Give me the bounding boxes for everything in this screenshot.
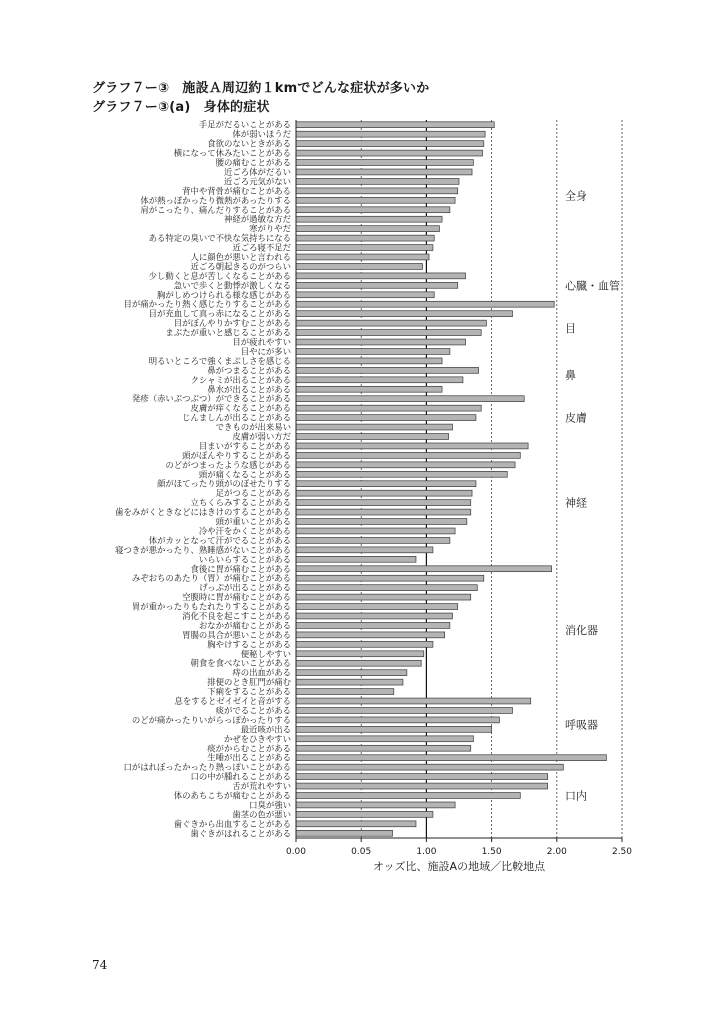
x-axis-label: オッズ比、施設Aの地域／比較地点 [372, 860, 546, 873]
bar [296, 122, 494, 128]
bar [296, 207, 450, 213]
bar [296, 273, 466, 279]
bar [296, 311, 512, 317]
category-label: 頭が痛くなることがある [198, 469, 291, 480]
category-label: 神経が過敏な方だ [224, 214, 291, 225]
chart-subtitle: グラフ７ー③(a) 身体的症状 [92, 100, 270, 115]
bar [296, 613, 452, 619]
bar [296, 235, 434, 241]
bar [296, 481, 476, 487]
bar [296, 349, 450, 355]
bar [296, 575, 484, 581]
category-label: 胃腸の具合が悪いことがある [182, 629, 291, 640]
group-label: 口内 [565, 789, 587, 803]
bar [296, 320, 486, 326]
bar [296, 141, 484, 147]
chart-title: グラフ７ー③ 施設Ａ周辺約１kmでどんな症状が多いか [92, 81, 430, 96]
category-label: 目が充血して真っ赤になることがある [148, 308, 291, 319]
category-label: 食欲のないときがある [207, 138, 291, 149]
category-label: 頭が重いことがある [215, 516, 291, 527]
category-label: 最近咳が出る [240, 724, 291, 735]
bar [296, 604, 458, 610]
category-label: 急いで歩くと動悸が激しくなる [173, 280, 291, 291]
category-label: 歯をみがくときなどにはきけのすることがある [115, 507, 291, 518]
x-tick-label: 1.50 [481, 847, 502, 857]
category-label: 痰がからむことがある [207, 743, 291, 754]
category-label: 寝つきが悪かったり、熟睡感がないことがある [115, 544, 291, 555]
category-label: 背中や背骨が痛むことがある [182, 185, 291, 196]
bar [296, 623, 450, 629]
category-label: 口臭が強い [249, 799, 291, 810]
category-label: まぶたが重いと感じることがある [165, 327, 291, 338]
bar [296, 764, 563, 770]
bar [296, 226, 439, 232]
bar [296, 594, 471, 600]
category-label: ある特定の臭いで不快な気持ちになる [148, 233, 291, 244]
bar [296, 150, 482, 156]
bar [296, 471, 507, 477]
category-label: 人に顔色が悪いと言われる [190, 251, 291, 262]
category-label: みぞおちのあたり（胃）が痛むことがある [131, 573, 291, 584]
bar [296, 689, 394, 695]
bar [296, 424, 452, 430]
group-label: 鼻 [565, 369, 576, 383]
x-tick-label: 0.00 [285, 847, 307, 857]
category-label: 胸やけすることがある [207, 639, 291, 650]
category-label: 痔の出血がある [232, 667, 291, 678]
category-label: じんましんが出ることがある [182, 412, 291, 423]
category-label: いらいらすることがある [198, 554, 291, 565]
bar [296, 131, 485, 137]
category-label: 鼻水が出ることがある [207, 384, 291, 395]
group-label: 皮膚 [565, 411, 587, 425]
bar [296, 736, 473, 742]
category-label: 痰がでることがある [215, 705, 291, 716]
bar [296, 358, 442, 364]
category-label: 胸がしめつけられる様な感じがある [157, 289, 291, 300]
bar [296, 509, 471, 515]
group-label: 心臓・血管 [565, 279, 620, 293]
group-label: 目 [565, 321, 576, 335]
category-label: 体がカッとなって汗がでることがある [148, 535, 291, 546]
bar [296, 377, 463, 383]
category-labels-layer [115, 120, 291, 839]
category-label: 発疹（赤いぶつぶつ）ができることがある [131, 393, 291, 404]
bar [296, 755, 606, 761]
bar [296, 500, 471, 506]
bar [296, 367, 479, 373]
category-label: 横になって休みたいことがある [173, 148, 291, 159]
category-label: 体が弱いほうだ [232, 129, 291, 140]
bar [296, 811, 433, 817]
category-label: 皮膚が弱い方だ [232, 431, 291, 442]
category-label: 目が痛かったり熱く感じたりすることがある [123, 299, 291, 310]
bar [296, 519, 467, 525]
bar [296, 443, 528, 449]
bar [296, 651, 424, 657]
category-label: 目まいがすることがある [198, 440, 291, 451]
group-label: 神経 [565, 496, 587, 510]
category-label: 明るいところで強くまぶしさを感じる [148, 355, 291, 366]
bar [296, 821, 416, 827]
bar [296, 292, 434, 298]
category-label: 冷や汗をかくことがある [198, 525, 291, 536]
bar [296, 245, 433, 251]
bar [296, 660, 421, 666]
bar [296, 679, 403, 685]
category-label: 手足がだるいことがある [198, 119, 291, 130]
bar [296, 585, 477, 591]
category-label: 足がつることがある [215, 488, 291, 499]
bar [296, 264, 422, 270]
category-label: クシャミが出ることがある [190, 374, 291, 385]
bar [296, 188, 458, 194]
bar [296, 434, 449, 440]
bar [296, 717, 499, 723]
bar [296, 396, 524, 402]
category-label: 近ごろ元気がない [224, 176, 291, 187]
category-label: 歯ぐきがはれることがある [190, 828, 291, 839]
bar [296, 339, 466, 345]
bar [296, 415, 476, 421]
category-label: 生唾が出ることがある [207, 752, 291, 763]
category-label: 肩がこったり、痛んだりすることがある [140, 204, 291, 215]
bar [296, 386, 442, 392]
bar [296, 528, 455, 534]
bar [296, 452, 520, 458]
category-label: かぜをひきやすい [224, 733, 291, 744]
bar [296, 698, 531, 704]
category-label: 体が熱っぽかったり微熱があったりする [140, 195, 291, 206]
category-label: できものが出来易い [215, 422, 291, 433]
bar [296, 802, 455, 808]
category-label: 少し動くと息が苦しくなることがある [148, 270, 291, 281]
category-label: 朝食を食べないことがある [190, 658, 291, 669]
x-tick-label: 2.50 [611, 847, 633, 857]
bar [296, 160, 473, 166]
category-label: 頭がぼんやりすることがある [182, 450, 291, 461]
category-label: のどがつまったような感じがある [165, 459, 291, 470]
bar [296, 197, 455, 203]
category-label: 消化不良を起こすことがある [182, 610, 291, 621]
bar [296, 547, 433, 553]
category-label: 便秘しやすい [240, 648, 291, 659]
category-label: げっぷが出ることがある [199, 582, 291, 593]
bar [296, 745, 471, 751]
category-label: 体のあちこちが痛むことがある [173, 790, 291, 801]
x-tick-label: 2.00 [546, 847, 567, 857]
category-label: 目が疲れやすい [232, 337, 291, 348]
bar [296, 793, 520, 799]
category-label: 近ごろ寝不足だ [232, 242, 291, 253]
category-label: 胃が重かったりもたれたりすることがある [131, 601, 291, 612]
category-label: 寒がりやだ [249, 223, 291, 234]
category-label: 歯ぐきから出血することがある [173, 818, 291, 829]
category-label: 顔がほてったり頭がのぼせたりする [157, 478, 291, 489]
bar [296, 330, 481, 336]
category-label: 口の中が腫れることがある [190, 771, 291, 782]
category-label: 口がはれぼったかったり熱っぽいことがある [123, 762, 291, 773]
category-label: 近ごろ朝起きるのがつらい [190, 261, 291, 272]
group-label: 全身 [565, 189, 587, 203]
bars-layer [296, 122, 606, 836]
bar [296, 632, 445, 638]
bar [296, 708, 512, 714]
bar [296, 216, 442, 222]
bar [296, 556, 416, 562]
category-label: 下痢をすることがある [207, 686, 291, 697]
bar [296, 462, 515, 468]
bar [296, 405, 481, 411]
category-label: のどが痛かったりいがらっぽかったりする [131, 714, 291, 725]
group-labels-layer [565, 189, 620, 803]
group-label: 呼吸器 [565, 718, 598, 732]
category-label: 皮膚が痒くなることがある [190, 403, 291, 414]
bar [296, 282, 458, 288]
bar [296, 566, 552, 572]
bar [296, 169, 472, 175]
category-label: 食後に胃が痛むことがある [190, 563, 291, 574]
category-label: 目やにが多い [240, 346, 291, 357]
bar [296, 670, 407, 676]
category-label: 息をするとゼイゼイと音がする [174, 696, 291, 707]
category-label: 目がぼんやりかすむことがある [173, 318, 291, 329]
bar [296, 254, 429, 260]
x-tick-label: 0.05 [351, 847, 372, 857]
category-label: 舌が荒れやすい [232, 781, 291, 792]
bar [296, 490, 472, 496]
category-label: 歯茎の色が悪い [232, 809, 291, 820]
bar [296, 641, 433, 647]
category-label: 立ちくらみすることがある [190, 497, 291, 508]
bar [296, 726, 492, 732]
bar [296, 178, 459, 184]
bar [296, 774, 548, 780]
category-label: 排便のとき肛門が痛む [207, 677, 291, 688]
x-tick-label: 1.00 [416, 847, 437, 857]
page-number: 74 [92, 958, 108, 972]
category-label: 鼻がつまることがある [207, 365, 291, 376]
group-label: 消化器 [565, 624, 598, 638]
bar [296, 301, 554, 307]
category-label: 空腹時に胃が痛むことがある [182, 592, 291, 603]
bar [296, 783, 548, 789]
category-label: おなかが痛むことがある [198, 620, 291, 631]
category-label: 腰の痛むことがある [215, 157, 291, 168]
category-label: 近ごろ体がだるい [224, 166, 291, 177]
bar [296, 830, 393, 836]
bar [296, 537, 450, 543]
